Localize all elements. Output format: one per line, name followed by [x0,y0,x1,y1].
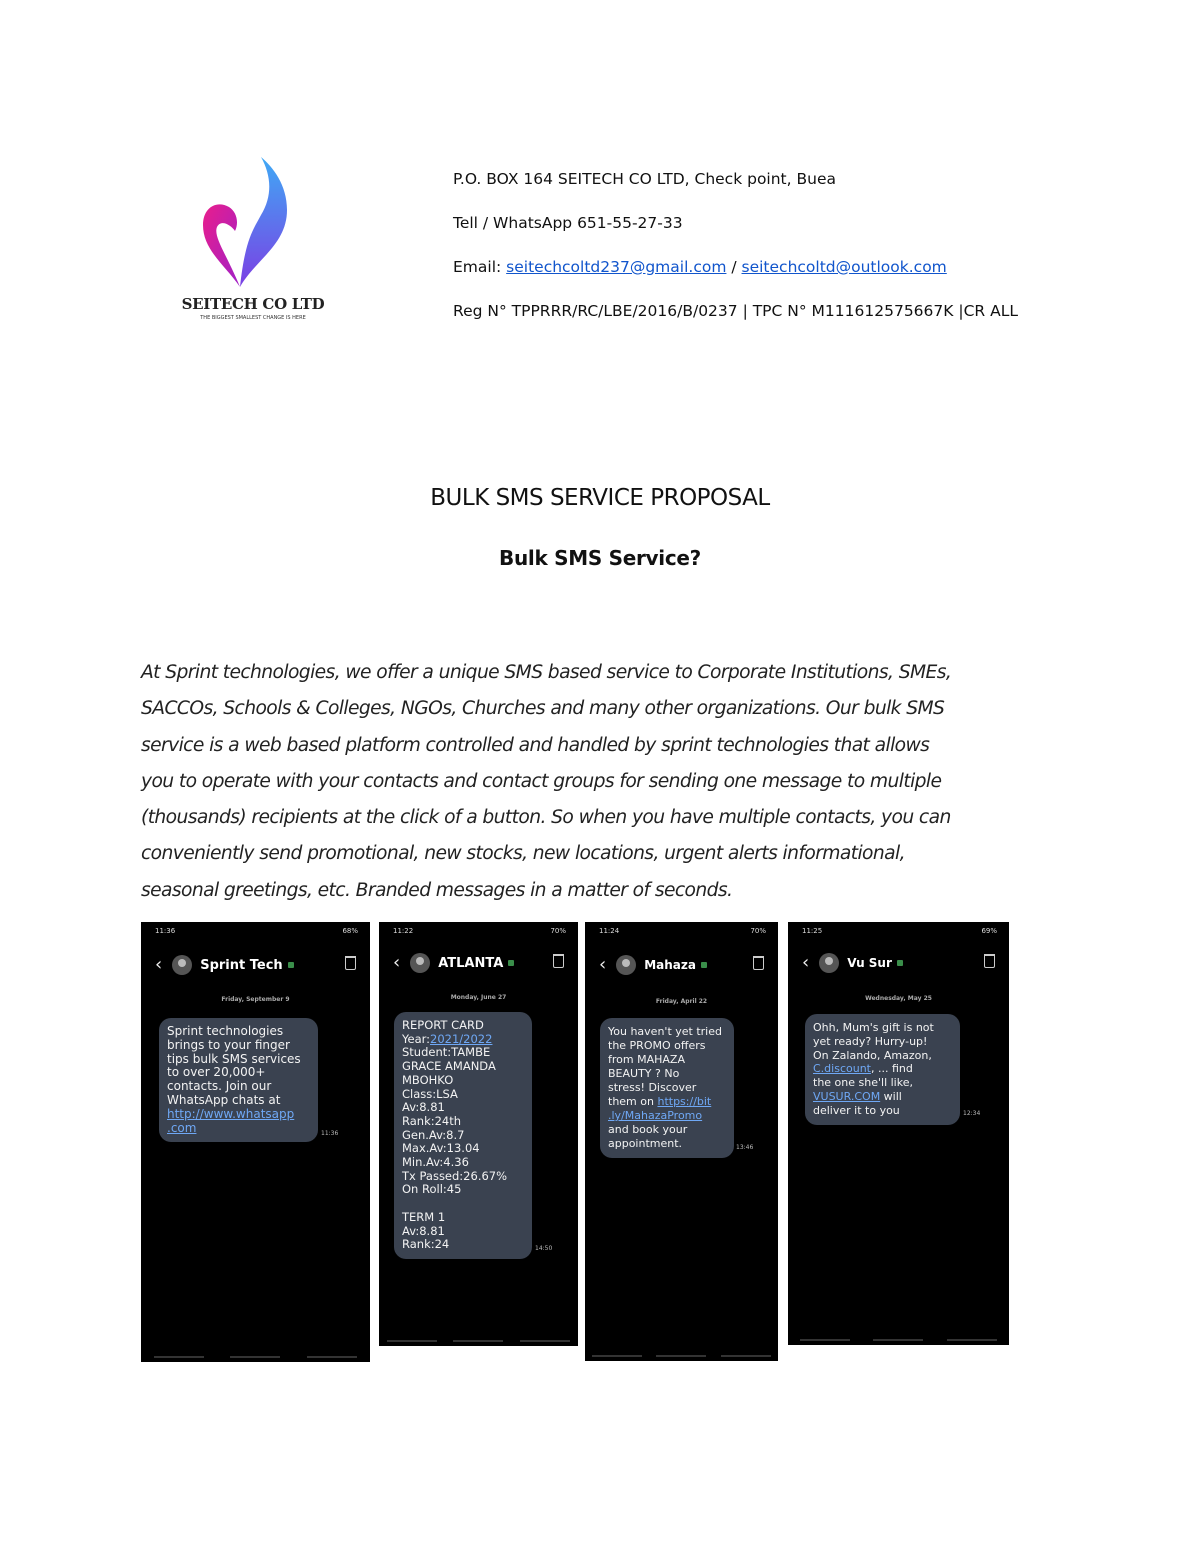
nav-bar [379,1340,578,1342]
message-link[interactable]: .ly/MahazaPromo [608,1109,703,1122]
body-line: SACCOs, Schools & Colleges, NGOs, Churches and many other organizations. Our bulk SMS [141,698,945,720]
nav-bar [788,1339,1009,1341]
message-line: and book your [608,1123,688,1136]
message-line: the PROMO offers [608,1039,706,1052]
message-line: Min.Av:4.36 [402,1155,469,1170]
page-subtitle: Bulk SMS Service? [499,546,701,570]
message-line: stress! Discover [608,1081,697,1094]
email-link-outlook[interactable]: seitechcoltd@outlook.com [741,258,947,276]
phone-screenshot-sprint-tech [141,922,370,1362]
battery-level: 70% [550,927,566,935]
message-line: Max.Av:13.04 [402,1141,480,1156]
verified-icon [508,960,514,966]
battery-level: 68% [342,927,358,935]
message-date: Monday, June 27 [450,994,507,1001]
message-line: appointment. [608,1137,683,1150]
message-line: Tx Passed:26.67% [402,1168,508,1183]
message-line: BEAUTY ? No [608,1067,680,1080]
body-line: service is a web based platform controlled and handled by sprint technologies that allows [141,734,930,756]
trash-icon[interactable] [345,956,356,970]
message-line: tips bulk SMS services [167,1051,301,1066]
address-line: P.O. BOX 164 SEITECH CO LTD, Check point, Buea [453,170,836,188]
logo-company-name: SEITECH CO LTD [181,295,325,313]
message-link[interactable]: http://www.whatsapp [167,1106,295,1121]
back-arrow-icon[interactable]: ‹ [802,952,810,973]
status-bar [155,927,358,935]
email-separator: / [726,258,742,276]
message-bubble [159,1018,318,1142]
conversation-header [599,954,764,976]
message-date: Wednesday, May 25 [865,995,932,1002]
message-bubble [394,1012,532,1259]
status-time: 11:22 [393,927,414,935]
message-line: On Roll:45 [402,1182,462,1197]
page-title: BULK SMS SERVICE PROPOSAL [430,485,770,511]
verified-icon [701,962,707,968]
message-link[interactable]: C.discount [813,1062,871,1076]
body-line: you to operate with your contacts and contact groups for sending one message to multiple [141,770,942,792]
battery-level: 70% [750,927,766,935]
contact-name: Mahaza [644,958,696,972]
nav-bar [141,1356,370,1358]
message-date: Friday, April 22 [655,998,708,1005]
phone-screenshot-atlanta [379,922,578,1346]
message-line: yet ready? Hurry-up! [813,1034,928,1048]
message-line: contacts. Join our [167,1079,272,1094]
message-line: Av:8.81 [402,1223,445,1238]
body-line: seasonal greetings, etc. Branded messages in a matter of seconds. [141,879,733,901]
status-time: 11:24 [599,927,620,935]
message-time: 13:46 [736,1144,754,1151]
verified-icon [288,962,294,968]
message-line: REPORT CARD [402,1018,484,1032]
back-arrow-icon[interactable]: ‹ [599,954,607,975]
trash-icon[interactable] [753,956,764,970]
message-line: Av:8.81 [402,1100,445,1115]
message-line: to over 20,000+ [167,1065,266,1080]
trash-icon[interactable] [984,954,995,968]
email-label: Email: [453,258,507,276]
message-line: deliver it to you [813,1103,900,1117]
contact-name: Sprint Tech [200,957,283,973]
nav-bar [585,1355,778,1357]
message-line: GRACE AMANDA [402,1059,496,1074]
message-link[interactable]: VUSUR.COM [813,1089,881,1103]
avatar-icon [410,953,430,973]
message-line: , ... find [870,1062,913,1076]
company-logo [165,155,325,330]
phone-screenshot-vu-sur [788,922,1009,1345]
message-time: 11:36 [321,1130,339,1137]
avatar-icon [172,955,192,975]
battery-level: 69% [981,927,997,935]
status-bar [393,927,566,935]
verified-icon [897,960,903,966]
avatar-icon [616,955,636,975]
message-line: TERM 1 [402,1209,446,1224]
message-line: Rank:24th [402,1113,462,1128]
status-bar [599,927,766,935]
conversation-header [155,954,356,976]
registration-line: Reg N° TPPRRR/RC/LBE/2016/B/0237 | TPC N° M111612575667K |CR ALL [453,302,1018,320]
message-line: brings to your finger [167,1037,290,1052]
message-line: them on [608,1095,658,1108]
message-line: You haven't yet tried [608,1025,722,1038]
message-line: Student:TAMBE [402,1045,491,1060]
message-bubble [600,1018,734,1158]
email-link-gmail[interactable]: seitechcoltd237@gmail.com [506,258,727,276]
message-line: from MAHAZA [608,1053,685,1066]
message-line: the one she'll like, [813,1076,913,1090]
body-line: conveniently send promotional, new stocks, new locations, urgent alerts informational, [141,843,905,865]
phone-line: Tell / WhatsApp 651-55-27-33 [453,214,683,232]
contact-name: ATLANTA [438,955,504,971]
message-date: Friday, September 9 [221,996,290,1003]
message-blank-line [402,1197,524,1211]
message-line: Sprint technologies [167,1024,284,1038]
message-link[interactable]: 2021/2022 [430,1031,493,1046]
message-time: 12:34 [963,1110,981,1117]
phone-screenshot-mahaza [585,922,778,1361]
back-arrow-icon[interactable]: ‹ [155,954,163,975]
message-line: Year: [402,1031,431,1046]
message-line: WhatsApp chats at [167,1092,281,1107]
message-line: Class:LSA [402,1086,458,1101]
email-line [453,258,947,276]
body-line: (thousands) recipients at the click of a button. So when you have multiple contacts, you can [141,807,951,829]
message-line: will [880,1089,902,1103]
body-paragraph [141,655,1071,909]
trash-icon[interactable] [553,954,564,968]
avatar-icon [819,953,839,973]
message-line: Gen.Av:8.7 [402,1127,465,1142]
message-link[interactable]: .com [167,1120,197,1135]
message-line: MBOHKO [402,1072,454,1087]
contact-name: Vu Sur [847,956,892,970]
conversation-header [393,952,564,974]
back-arrow-icon[interactable]: ‹ [393,952,401,973]
status-time: 11:25 [802,927,823,935]
message-line: Ohh, Mum's gift is not [813,1021,934,1034]
message-link[interactable]: https://bit [657,1095,712,1108]
heart-swirl-logo-icon [195,155,295,290]
message-time: 14:50 [535,1245,553,1252]
message-line: On Zalando, Amazon, [813,1048,932,1062]
status-time: 11:36 [155,927,176,935]
message-bubble [805,1014,960,1125]
body-line: At Sprint technologies, we offer a unique SMS based service to Corporate Institutions, SMEs, [141,662,952,683]
conversation-header [802,952,995,974]
logo-tagline: THE BIGGEST SMALLEST CHANGE IS HERE [200,315,306,321]
message-line: Rank:24 [402,1237,450,1252]
status-bar [802,927,997,935]
